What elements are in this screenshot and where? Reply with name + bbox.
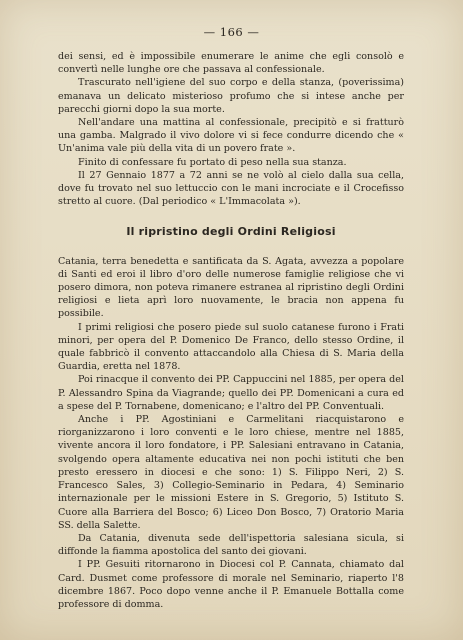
paragraph: Anche i PP. Agostiniani e Carmelitani riacquistarono e riorganizzarono i loro conventi e le loro chiese, mentre nel 1885, vivente ancora il loro fondatore, i PP. Salesiani entravano in Catania, svolgendo opera altamente educativa nei non pochi istituti che ben presto eressero in diocesi e che sono: 1) S. Filippo Neri, 2) S. Francesco Sales, 3) Collegio-Seminario in Pedara, 4) Seminario internazionale per le missioni Estere in S. Gregorio, 5) Istituto S. Cuore alla Barriera del Bosco; 6) Liceo Don Bosco, 7) Oratorio Maria SS. della Salette. [58,414,404,531]
page-body [58,50,404,611]
paragraph: Finito di confessare fu portato di peso nella sua stanza. [78,156,347,168]
paragraph: Nell'andare una mattina al confessionale, precipitò e si fratturò una gamba. Malgrado il vivo dolore vi si fece condurre dicendo che « Un'anima vale più della vita di un povero frate ». [58,117,404,155]
paragraph: Il 27 Gennaio 1877 a 72 anni se ne volò al cielo dalla sua cella, dove fu trovato nel suo lettuccio con le mani incrociate e il Crocefisso stretto al cuore. (Dal periodico « L'Immacolata »). [58,169,404,208]
paragraph: dei sensi, ed è impossibile enumerare le anime che egli consolò e convertì nelle lunghe ore che passava al confessionale. [58,51,404,76]
section-heading: Il ripristino degli Ordini Religiosi [126,225,336,239]
paragraph: I primi religiosi che posero piede sul suolo catanese furono i Frati minori, per opera del P. Domenico De Franco, dello stesso Ordine, il quale fabbricò il convento attaccandolo alla Chiesa di S. Maria della Guardia, eretta nel 1878. [58,321,404,373]
paragraph: I PP. Gesuiti ritornarono in Diocesi col P. Cannata, chiamato dal Card. Dusmet come professore di morale nel Seminario, riaperto l'8 dicembre 1867. Poco dopo venne anche il P. Emanuele Bottalla come professore di domma. [58,559,404,610]
paragraph: Trascurato nell'igiene del suo corpo e della stanza, (poverissima) emanava un delicato misterioso profumo che si intese anche per parecchi giorni dopo la sua morte. [58,77,404,115]
page-number: — 166 — [203,25,260,39]
paragraph: Poi rinacque il convento dei PP. Cappuccini nel 1885, per opera del P. Alessandro Spina da Viagrande; quello dei PP. Domenicani a cura ed a spese del P. Tornabene, domenicano; e l'altro del PP. Conventuali. [58,374,404,412]
paragraph: Catania, terra benedetta e santificata da S. Agata, avvezza a popolare di Santi ed eroi il libro d'oro delle numerose famiglie religiose che vi posero dimora, non poteva rimanere estranea al ripristino degli Ordini religiosi e lieta aprì loro nuovamente, le bracia non appena fu possibile. [58,255,404,320]
paragraph: Da Catania, divenuta sede dell'ispettoria salesiana sicula, si diffonde la fiamma apostolica del santo dei giovani. [58,532,404,558]
